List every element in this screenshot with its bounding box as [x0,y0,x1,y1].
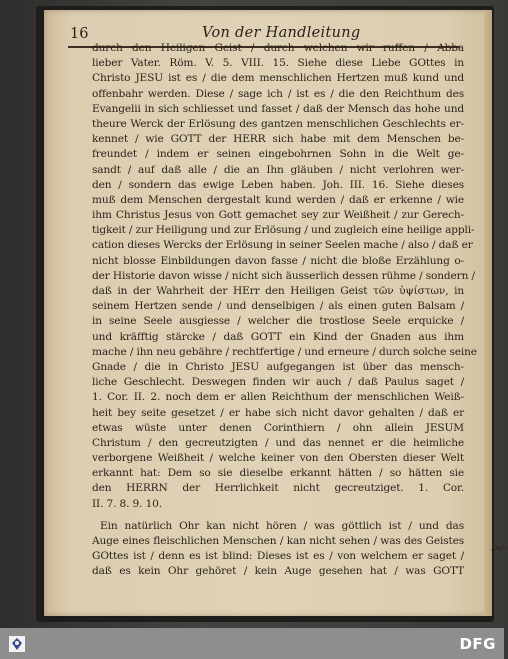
text-line: den / sondern das ewige Leben haben. Joh. III. 16. Siehe dieses [92,178,464,191]
text-line: tigkeit / zur Heiligung und zur Erlösung / und zugleich eine heilige appli- [92,224,475,237]
text-line: mache / ihn neu gebähre / rechtfertige / und erneure / durch solche seine [92,345,477,358]
page-edge [484,10,492,616]
text-line: nicht blosse Einbildungen davon fasse / nicht die bloße Erzählung o- [92,254,464,267]
text-line: cation dieses Wercks der Erlösung in seiner Seelen mache / also / daß er [92,239,473,252]
text-line: Evangelii in sich schliesset und fasset / daß der Mensch das hohe und [92,102,464,115]
text-line: etwas wüste unter denen Corinthiern / ohn allein JESUM [92,421,464,434]
text-line: liche Geschlecht. Deswegen finden wir auch / daß Paulus saget / [92,376,464,389]
text-line: lieber Vater. Röm. V. 5. VIII. 15. Siehe diese Liebe GOttes in [92,57,464,70]
text-line: ihm Christus Jesus von Gott gemachet sey zur Weißheit / zur Gerech- [92,209,464,222]
text-line: verborgene Weißheit / welche keiner von den Obersten dieser Welt [92,452,464,465]
body-text [92,41,477,580]
text-line: Ein natürlich Ohr kan nicht hören / was göttlich ist / und das [100,519,464,532]
catchword: be- [491,542,508,554]
text-line: Christum / den gecreutzigten / und das nennet er die heimliche [92,436,464,449]
text-line: GOttes ist / denn es ist blind: Dieses ist es / von welchem er saget / [92,550,464,563]
text-line: Christo JESU ist es / die dem menschlichen Hertzen muß kund und [92,72,464,85]
text-line: daß es kein Ohr gehöret / kein Auge gesehen hat / was GOTT [92,565,464,578]
text-line: Gnade / die in Christo JESU aufgegangen ist über das mensch- [92,360,464,373]
text-line: und kräfftig stärcke / daß GOTT ein Kind der Gnaden aus ihm [92,330,464,343]
text-line: der Historie davon wisse / nicht sich äusserlich dessen rühme / sondern / [92,269,475,282]
text-line: Auge eines fleischlichen Menschen / kan nicht sehen / was des Geistes [92,535,464,547]
text-line: den HERRN der Herrlichkeit nicht gecreutziget. 1. Cor. [92,482,464,495]
viewer-footer-bar [0,628,504,659]
text-line: 1. Cor. II. 2. noch dem er allen Reichthum der menschlichen Weiß- [92,391,464,404]
dfg-logo: DFG [459,634,496,653]
text-line: freundet / indem er seinen eingebohrnen Sohn in die Welt ge- [92,148,464,161]
library-seal-icon [6,633,28,655]
text-line: sandt / auf daß alle / die an Ihn gläuben / nicht verlohren wer- [92,163,464,176]
text-line: daß in der Wahrheit der HErr den Heiligen Geist τῶν ὑψίστων, in [92,285,464,297]
text-line: kennet / wie GOTT der HERR sich habe mit dem Menschen be- [92,133,464,146]
running-title: Von der Handleitung [202,25,361,41]
text-line: offenbahr werden. Diese / sage ich / ist es / die den Reichthum des [92,87,464,100]
text-line: muß dem Menschen dergestalt kund werden / daß er erkenne / wie [92,193,464,206]
text-line: erkannt hat: Dem so sie dieselbe erkannt hätten / so hätten sie [92,467,464,480]
library-seal-graphic [7,634,27,654]
text-line: heit bey seite gesetzet / er habe sich nicht davor gehalten / daß er [92,406,464,419]
text-line: durch den Heiligen Geist / durch welchen wir ruffen / Abba [92,42,464,54]
text-line: seinem Hertzen sende / und denselbigen / als einen guten Balsam / [92,300,464,313]
text-line: theure Werck der Erlösung des gantzen menschlichen Geschlechts er- [92,117,464,130]
text-line: in seine Seele ausgiesse / welcher die trostlose Seele erquicke / [92,315,464,328]
text-line: II. 7. 8. 9. 10. [92,497,162,510]
page-number: 16 [70,26,89,42]
